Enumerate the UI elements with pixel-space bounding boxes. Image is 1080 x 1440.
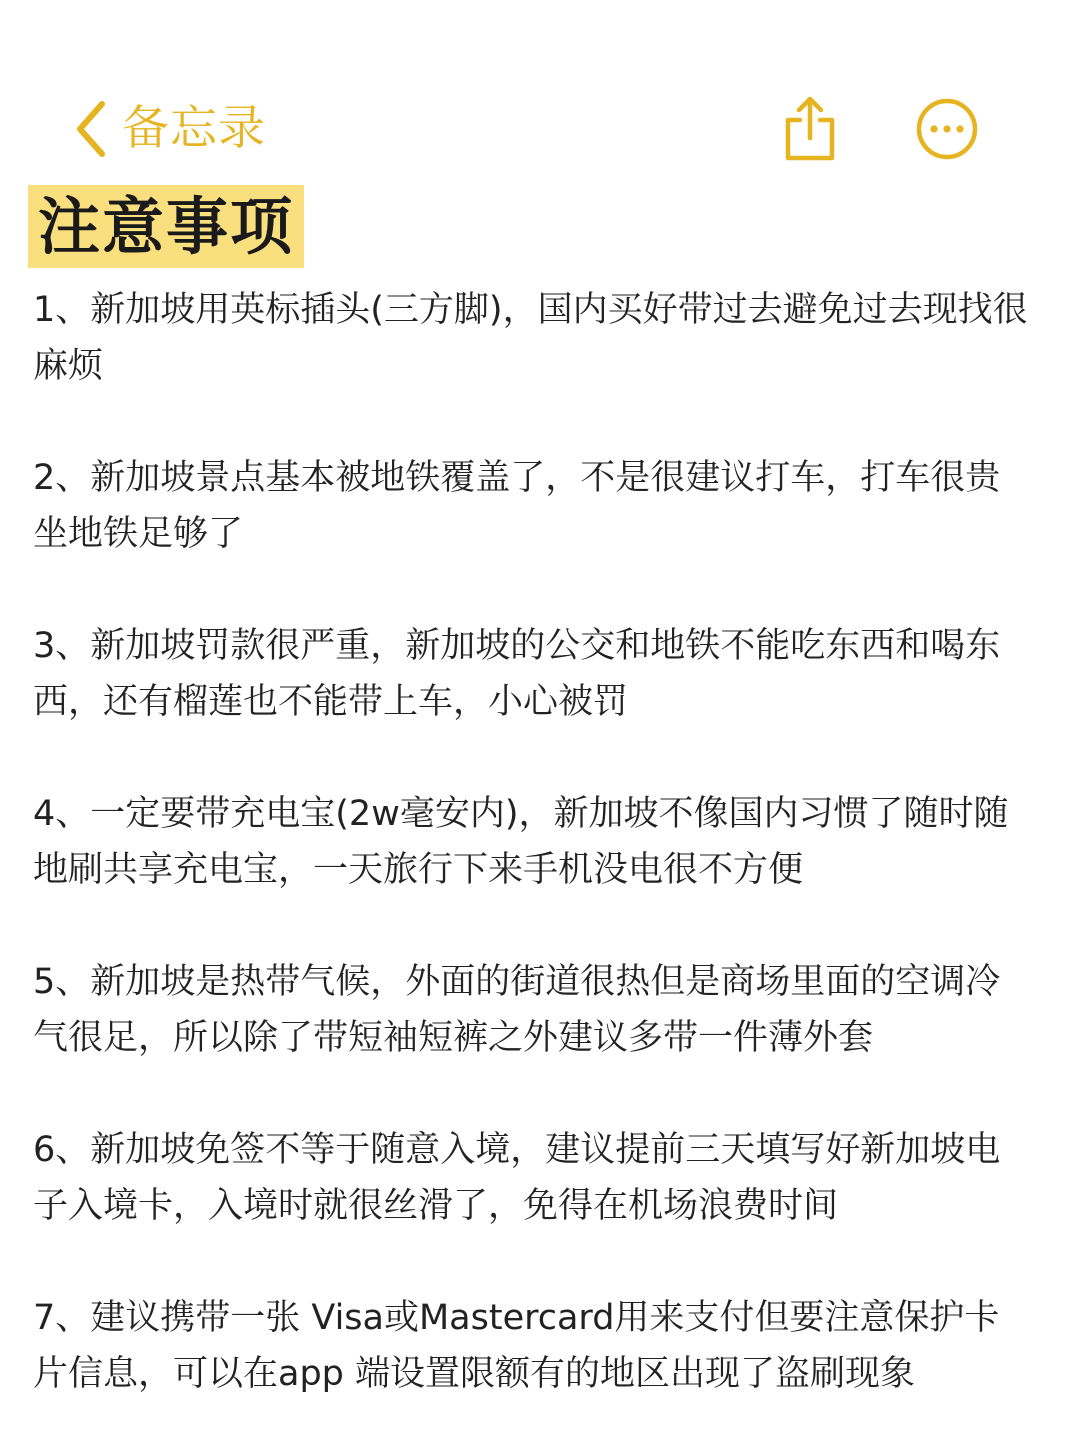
more-icon xyxy=(914,96,980,162)
back-button[interactable] xyxy=(72,96,266,162)
share-icon xyxy=(780,94,840,164)
title-highlight xyxy=(28,185,304,268)
back-label: 备忘录 xyxy=(122,101,266,156)
note-item-1: 1、新加坡用英标插头(三方脚)，国内买好带过去避免过去现找很麻烦 xyxy=(33,290,1028,386)
note-item-6: 6、新加坡免签不等于随意入境，建议提前三天填写好新加坡电子入境卡，入境时就很丝滑了，免得在机场浪费时间 xyxy=(33,1130,1001,1226)
notes-body xyxy=(33,282,1033,1402)
note-gap xyxy=(33,1234,1033,1290)
note-gap xyxy=(33,1066,1033,1122)
note-item-7: 7、建议携带一张 Visa或Mastercard用来支付但要注意保护卡片信息，可以在app 端设置限额有的地区出现了盗刷现象 xyxy=(33,1298,1000,1394)
more-button[interactable] xyxy=(914,96,980,162)
note-gap xyxy=(33,898,1033,954)
note-item-4: 4、一定要带充电宝(2w毫安内)，新加坡不像国内习惯了随时随地刷共享充电宝，一天旅行下来手机没电很不方便 xyxy=(33,794,1009,890)
page-title: 注意事项 xyxy=(38,190,295,263)
note-gap xyxy=(33,730,1033,786)
note-gap xyxy=(33,394,1033,450)
note-item-2: 2、新加坡景点基本被地铁覆盖了，不是很建议打车，打车很贵坐地铁足够了 xyxy=(33,458,1001,554)
note-item-3: 3、新加坡罚款很严重，新加坡的公交和地铁不能吃东西和喝东西，还有榴莲也不能带上车，小心被罚 xyxy=(33,626,1001,722)
chevron-left-icon xyxy=(72,98,108,160)
note-item-5: 5、新加坡是热带气候，外面的街道很热但是商场里面的空调冷气很足，所以除了带短袖短裤之外建议多带一件薄外套 xyxy=(33,962,1001,1058)
nav-bar xyxy=(0,0,1080,180)
share-button[interactable] xyxy=(780,94,840,164)
note-gap xyxy=(33,562,1033,618)
